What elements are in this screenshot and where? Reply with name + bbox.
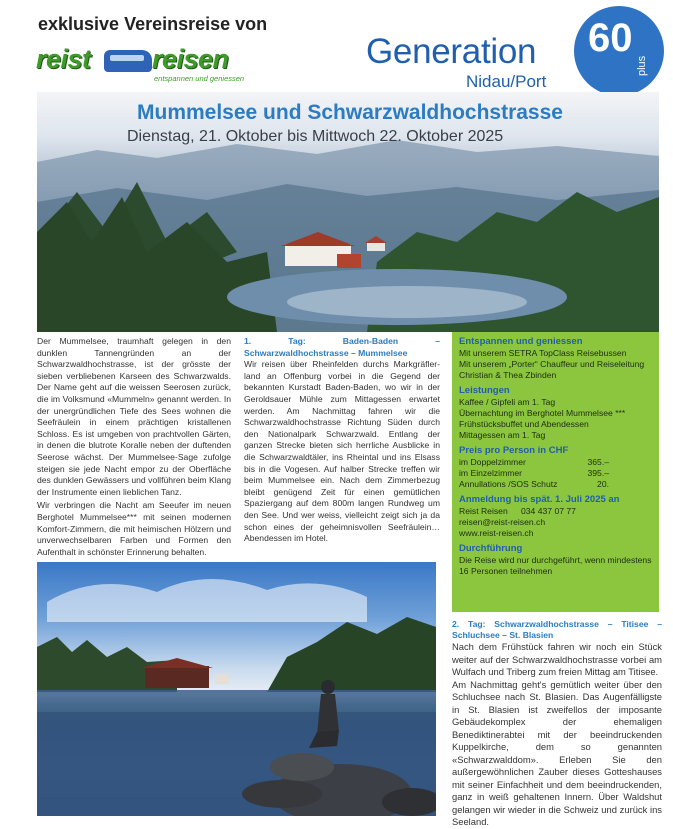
service-coffee: Kaffee / Gipfeli am 1. Tag xyxy=(459,397,556,407)
lake-landscape-graphic xyxy=(37,562,436,816)
info-heading-price: Preis pro Person in CHF xyxy=(459,445,569,456)
service-hotel: Übernachtung im Berghotel Mummelsee *** xyxy=(459,408,626,418)
service-lunch: Mittagessen am 1. Tag xyxy=(459,430,546,440)
execution-note: Die Reise wird nur durchgeführt, wenn mindestens 16 Personen teilnehmen xyxy=(459,555,652,576)
price-insurance-value: 20. xyxy=(597,479,609,489)
intro-paragraph-1: Der Mummelsee, traumhaft gelegen in den dunklen Tannengründen an der Schwarzwaldhochstrasse, ist der grösste der sieben verbliebenen Karseen des Schwarzwalds. Der Name geht auf die weissen Seerosen zurück, die im Volksmund «Mummeln» genannt werden. In der unergründlichen Tiefe des Sees wohnen die Seefräulein in einem prächtigen kristallenen Schloss. Es ist umgeben von prachtvollen Gärten, in denen die blutrote Koralle neben der duftenden Seerose wächst. Der Mummelsee-Sage zufolge steigen sie jede Nacht empor zu der Oberfläche des dunklen Gewässers und vollführen beim Klang der Instrumente einen lieblichen Tanz. xyxy=(37,336,231,497)
price-double-label: im Doppelzimmer xyxy=(459,457,526,467)
intro-column xyxy=(37,336,231,560)
day2-paragraph-1: Nach dem Frühstück fahren wir noch ein Stück weiter auf der Schwarzwaldhochstrasse vorbei am Wulfach und Triberg zum freien Mittag am Titisee. xyxy=(452,641,662,677)
logo-word-reist: reist xyxy=(36,44,91,74)
contact-row xyxy=(459,506,655,517)
logo-word-reisen: reisen xyxy=(152,44,229,74)
intro-paragraph-2: Wir verbringen die Nacht am Seeufer im neuen Berghotel Mummelsee*** mit seinen modernen Komfort-Zimmern, die mit heimischen Hölzern und unverwechselbaren Farben und Formen den Aufenthalt in schönster Erinnerung behalten. xyxy=(37,500,231,557)
price-row-single xyxy=(459,468,655,479)
price-single-label: im Einzelzimmer xyxy=(459,468,523,478)
info-porter-line: Mit unserem „Porter“ Chauffeur und Reiseleitung xyxy=(459,359,645,369)
logo-tagline: entspannen und geniessen xyxy=(154,74,245,83)
info-heading-services: Leistungen xyxy=(459,385,510,396)
day2-column xyxy=(452,619,662,829)
generation-title: Generation xyxy=(366,32,537,71)
price-row-insurance xyxy=(459,479,655,490)
info-box xyxy=(459,336,655,577)
lake-photo-seefraeulein xyxy=(37,562,436,816)
service-meals: Frühstücksbuffet und Abendessen xyxy=(459,419,589,429)
day2-paragraph-2: Am Nachmittag geht's gemütlich weiter über den Schluchsee nach St. Blasien. Das Augenfälligste in St. Blasien ist zweifellos der imposante Gebäudekomplex der ehemaligen Benediktinerabtei mit der beeindruckenden Kuppelkirche, dem so genannten «Schwarzwalddom». Erleben Sie den außergewöhnlichen Zauber dieses Gotteshauses mit seiner Einfachheit und dem beeindruckenden, ganz in weiß gehaltenen Innern. Über Waldshut gelangen wir wieder in die Schweiz und zurück ins Seeland. xyxy=(452,678,662,827)
info-heading-registration: Anmeldung bis spät. 1. Juli 2025 an xyxy=(459,494,620,505)
day1-text: Wir reisen über Rheinfelden durchs Markgräflerland an Offenburg vorbei in die Gegend der bekannten Kurstadt Baden-Baden, wo wir in der Geroldsauer Mühle zum Mittagessen erwartet werden. Am Nachmittag fahren wir die Schwarzwaldhochstrasse Richtung Süden durch den Nationalpark Schwarzwald. Entlang der ganzen Strecke bieten sich herrliche Ausblicke in die Schwarzwaldtäler, ins Rheintal und ins Elsass bis in die Vogesen. Auf halber Strecke treffen wir beim Mummelsee ein. Nach dem Zimmerbezug bleibt genügend Zeit für einen gemütlichen Spaziergang auf dem 800m langen Rundweg um den See. Und wer weiss, vielleicht zeigt sich ja da schon eines der geheimnisvollen Seefräulein… Abendessen im Hotel. xyxy=(244,359,440,544)
price-insurance-label: Annullations /SOS Schutz xyxy=(459,479,558,489)
info-bus-line: Mit unserem SETRA TopClass Reisebussen xyxy=(459,348,627,358)
badge-number: 60 xyxy=(588,16,633,60)
price-row-double xyxy=(459,457,655,468)
badge-plus: plus xyxy=(636,55,648,76)
contact-website[interactable]: www.reist-reisen.ch xyxy=(459,528,534,538)
trip-title: Mummelsee und Schwarzwaldhochstrasse xyxy=(137,101,563,124)
price-double-value: 365.– xyxy=(587,457,609,467)
info-heading-execution: Durchführung xyxy=(459,543,523,554)
info-heading-relax: Entspannen und geniessen xyxy=(459,336,583,347)
info-guides-line: Christian & Thea Zbinden xyxy=(459,370,557,380)
price-single-value: 395.– xyxy=(587,468,609,478)
contact-name: Reist Reisen xyxy=(459,506,508,516)
trip-dates: Dienstag, 21. Oktober bis Mittwoch 22. Oktober 2025 xyxy=(127,128,504,145)
day2-heading: 2. Tag: Schwarzwaldhochstrasse – Titisee – Schluchsee – St. Blasien xyxy=(452,619,662,640)
bus-icon xyxy=(104,50,152,72)
day1-heading: 1. Tag: Baden-Baden – Schwarzwaldhochstrasse – Mummelsee xyxy=(244,336,440,358)
reist-reisen-logo xyxy=(36,40,251,82)
kicker-text: exklusive Vereinsreise von xyxy=(38,14,268,34)
contact-phone[interactable]: 034 437 07 77 xyxy=(521,506,576,516)
day1-column xyxy=(244,336,440,547)
contact-email[interactable]: reisen@reist-reisen.ch xyxy=(459,517,546,527)
generation-subtitle: Nidau/Port xyxy=(466,72,547,91)
